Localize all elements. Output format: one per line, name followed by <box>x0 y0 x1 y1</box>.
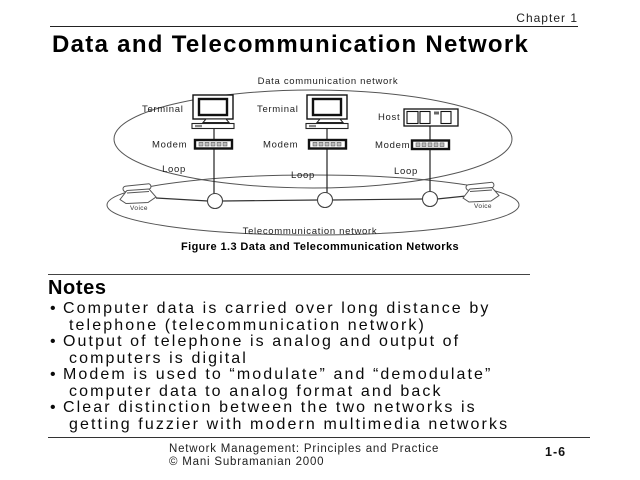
switch-node-3 <box>423 192 438 207</box>
notes-divider <box>48 274 530 275</box>
note-line: Clear distinction between the two networks is <box>63 399 477 416</box>
notes-list <box>0 301 600 433</box>
loop-label-2: Loop <box>291 170 315 181</box>
switch-node-1 <box>208 194 223 209</box>
modem-label-1: Modem <box>152 139 188 151</box>
note-line: getting fuzzier with modern multimedia networks <box>69 415 510 433</box>
note-bullet-3 <box>50 367 600 400</box>
modem-icon-2 <box>309 140 346 149</box>
footer-rule <box>48 437 590 438</box>
bullet-icon: • <box>50 333 58 350</box>
bullet-icon: • <box>50 300 58 317</box>
loop-label-1: Loop <box>162 164 186 175</box>
note-bullet-2 <box>50 334 600 367</box>
telephone-icon-left <box>120 184 156 204</box>
note-line: computers is digital <box>69 349 248 367</box>
modem-icon-3 <box>412 141 449 150</box>
figure-caption: Figure 1.3 Data and Telecommunication Networks <box>181 241 459 253</box>
modem-icon-1 <box>195 140 232 149</box>
footer-line-2: © Mani Subramanian 2000 <box>169 455 325 468</box>
note-bullet-4 <box>50 400 600 433</box>
trunk-wire-left <box>156 198 208 201</box>
note-line: telephone (telecommunication network) <box>69 316 426 334</box>
voice-label-right: Voice <box>474 203 492 210</box>
note-line: Output of telephone is analog and output of <box>63 333 461 350</box>
terminal-icon-1 <box>192 95 234 129</box>
network-diagram <box>0 70 640 265</box>
host-icon <box>404 109 458 126</box>
note-bullet-1 <box>50 301 600 334</box>
modem-label-3: Modem <box>375 140 411 151</box>
voice-label-left: Voice <box>130 205 148 212</box>
note-line: computer data to analog format and back <box>69 382 443 400</box>
terminal-label-2: Terminal <box>257 104 299 115</box>
trunk-wire-mid2 <box>332 199 423 200</box>
page-title: Data and Telecommunication Network <box>52 31 530 58</box>
switch-node-2 <box>318 193 333 208</box>
telephone-icon-right <box>463 182 499 202</box>
terminal-label-1: Terminal <box>142 104 184 115</box>
host-label: Host <box>378 112 401 123</box>
modem-label-2: Modem <box>263 139 299 151</box>
terminal-icon-2 <box>306 95 348 129</box>
notes-heading: Notes <box>48 277 107 299</box>
telecom-network-label: Telecommunication network <box>242 226 378 237</box>
data-network-label: Data communication network <box>257 76 399 87</box>
trunk-wire-mid1 <box>222 200 318 201</box>
trunk-wire-right <box>437 196 466 199</box>
header-rule <box>50 26 578 27</box>
page-number: 1-6 <box>545 445 567 459</box>
loop-label-3: Loop <box>394 166 418 177</box>
note-line: Modem is used to “modulate” and “demodulate” <box>63 366 493 383</box>
chapter-header: Chapter 1 <box>516 11 578 25</box>
footer-credit <box>169 443 439 468</box>
bullet-icon: • <box>50 366 58 383</box>
bullet-icon: • <box>50 399 58 416</box>
footer-line-1: Network Management: Principles and Practice <box>169 443 440 455</box>
note-line: Computer data is carried over long distance by <box>63 300 491 317</box>
